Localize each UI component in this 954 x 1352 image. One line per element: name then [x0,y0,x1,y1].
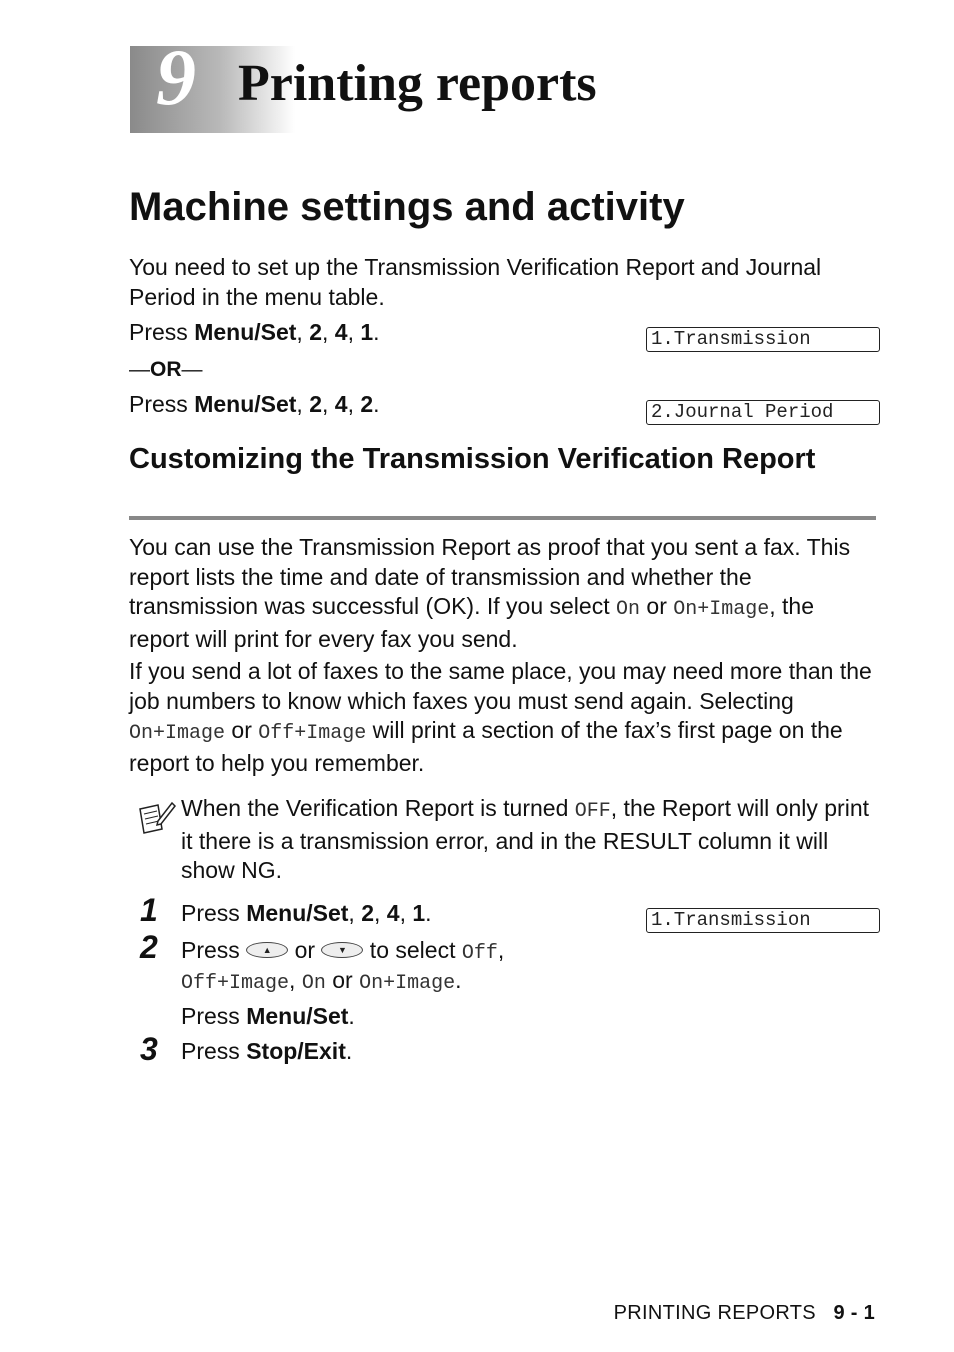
step-number-3: 3 [140,1031,158,1067]
intro-press-line-1: Press Menu/Set, 2, 4, 1. [129,319,380,345]
section-title: Machine settings and activity [129,185,685,229]
intro-paragraph: You need to set up the Transmission Verification Report and Journal Period in the menu table. [129,254,822,310]
step-number-2: 2 [140,929,158,965]
page-number: 9 - 1 [833,1302,875,1324]
note-text: When the Verification Report is turned OFF, the Report will only print it there is a transmission error, and in the RESULT column it will show NG. [181,795,870,883]
image-option-paragraph: If you send a lot of faxes to the same place, you may need more than the job numbers to know which faxes you must send again. Selecting On+Image or Off+Image will print a section of the fax’s first page on the report to help you remember. [129,658,872,776]
step-2-text: Press ▲ or ▼ to select Off, [181,937,505,965]
lcd-display-journal-period: 2.Journal Period [646,400,880,425]
up-arrow-button-icon: ▲ [246,942,288,958]
step-1-text: Press Menu/Set, 2, 4, 1. [181,900,432,926]
subsection-title: Customizing the Transmission Verification Report [129,443,816,475]
note-pencil-icon [136,797,176,837]
transmission-report-paragraph: You can use the Transmission Report as proof that you sent a fax. This report lists the time and date of transmission and whether the transmission was successful (OK). If you select On or On+Image, the report will print for every fax you send. [129,534,851,652]
down-arrow-button-icon: ▼ [321,942,363,958]
or-separator: —OR— [129,358,203,381]
step-3-text: Press Stop/Exit. [181,1038,353,1064]
chapter-title: Printing reports [238,55,597,112]
subsection-divider [129,516,876,520]
lcd-display-transmission: 1.Transmission [646,327,880,352]
step-number-1: 1 [140,892,158,928]
page-footer [614,1302,875,1325]
footer-label: PRINTING REPORTS [613,1302,816,1324]
step-2-options: Off+Image, On or On+Image. [181,967,462,995]
intro-press-line-2: Press Menu/Set, 2, 4, 2. [129,391,380,417]
lcd-display-step-1: 1.Transmission [646,908,880,933]
chapter-number: 9 [156,34,196,122]
step-2-press-line: Press Menu/Set. [181,1003,355,1029]
